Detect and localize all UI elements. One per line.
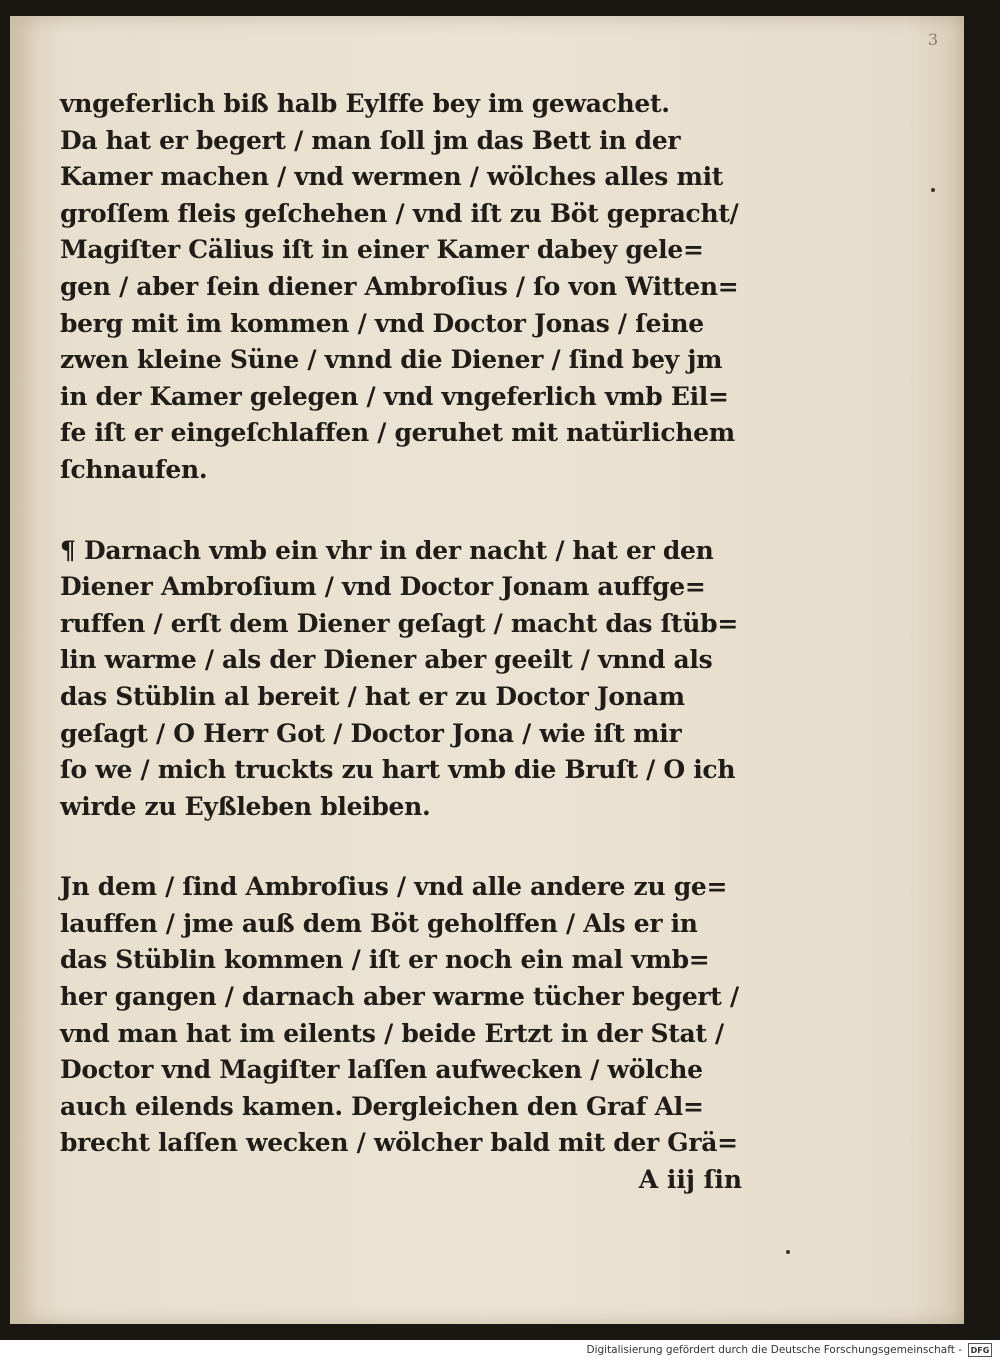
text-line: ¶ Darnach vmb ein vhr in der nacht / hat er den xyxy=(60,535,714,565)
dfg-logo: DFG xyxy=(968,1343,992,1357)
text-line: das Stüblin al bereit / hat er zu Doctor Jonam xyxy=(60,681,685,711)
text-line: ruffen / erſt dem Diener geſagt / macht das ſtüb= xyxy=(60,608,739,638)
text-line: in der Kamer gelegen / vnd vngeferlich vmb Eil= xyxy=(60,381,729,411)
text-line: Diener Ambroſium / vnd Doctor Jonam auffge= xyxy=(60,572,706,602)
text-line: ſo we / mich truckts zu hart vmb die Bruſt / O ich xyxy=(60,755,736,785)
text-line: berg mit im kommen / vnd Doctor Jonas / ſeine xyxy=(60,308,704,338)
text-line: her gangen / darnach aber warme tücher begert / xyxy=(60,982,739,1012)
page-gutter xyxy=(10,16,38,1324)
page-text xyxy=(60,86,760,1199)
page-number: 3 xyxy=(927,30,938,49)
text-line: Doctor vnd Magiſter laſſen aufwecken / wölche xyxy=(60,1055,703,1085)
paragraph xyxy=(60,86,760,489)
paragraph xyxy=(60,869,760,1198)
text-line: vnd man hat im eilents / beide Ertzt in der Stat / xyxy=(60,1018,724,1048)
text-line: gen / aber ſein diener Ambroſius / ſo von Witten= xyxy=(60,271,739,301)
footer-bar xyxy=(0,1340,1000,1361)
text-line: Da hat er begert / man ſoll jm das Bett in der xyxy=(60,125,681,155)
text-line: auch eilends kamen. Dergleichen den Graf Al= xyxy=(60,1091,704,1121)
text-line: zwen kleine Süne / vnnd die Diener / ſind bey jm xyxy=(60,345,723,375)
text-line: lin warme / als der Diener aber geeilt / vnnd als xyxy=(60,645,713,675)
funding-notice: Digitalisierung gefördert durch die Deutsche Forschungsgemeinschaft - xyxy=(586,1344,962,1356)
text-line: groſſem fleis geſchehen / vnd iſt zu Böt gepracht/ xyxy=(60,198,739,228)
text-line: lauffen / jme auß dem Böt geholffen / Als er in xyxy=(60,908,698,938)
paragraph xyxy=(60,533,760,826)
text-line: Jn dem / ſind Ambroſius / vnd alle andere zu ge= xyxy=(60,872,728,902)
ink-speck xyxy=(786,1250,790,1254)
signature-catchword: A iij ſin xyxy=(638,1165,742,1195)
text-line: wirde zu Eyßleben bleiben. xyxy=(60,791,431,821)
text-line: Kamer machen / vnd wermen / wölches alles mit xyxy=(60,162,724,192)
text-line: brecht laſſen wecken / wölcher bald mit der Grä= xyxy=(60,1128,738,1158)
text-line: fe iſt er eingeſchlaffen / geruhet mit natürlichem xyxy=(60,418,735,448)
text-line: das Stüblin kommen / iſt er noch ein mal vmb= xyxy=(60,945,710,975)
book-page xyxy=(10,16,964,1324)
text-line: ſchnaufen. xyxy=(60,454,208,484)
text-line: vngeferlich biß halb Eylffe bey im gewachet. xyxy=(60,89,670,118)
ink-speck xyxy=(931,188,935,192)
text-line: geſagt / O Herr Got / Doctor Jona / wie iſt mir xyxy=(60,718,682,748)
text-line: Magiſter Cälius iſt in einer Kamer dabey gele= xyxy=(60,235,704,265)
